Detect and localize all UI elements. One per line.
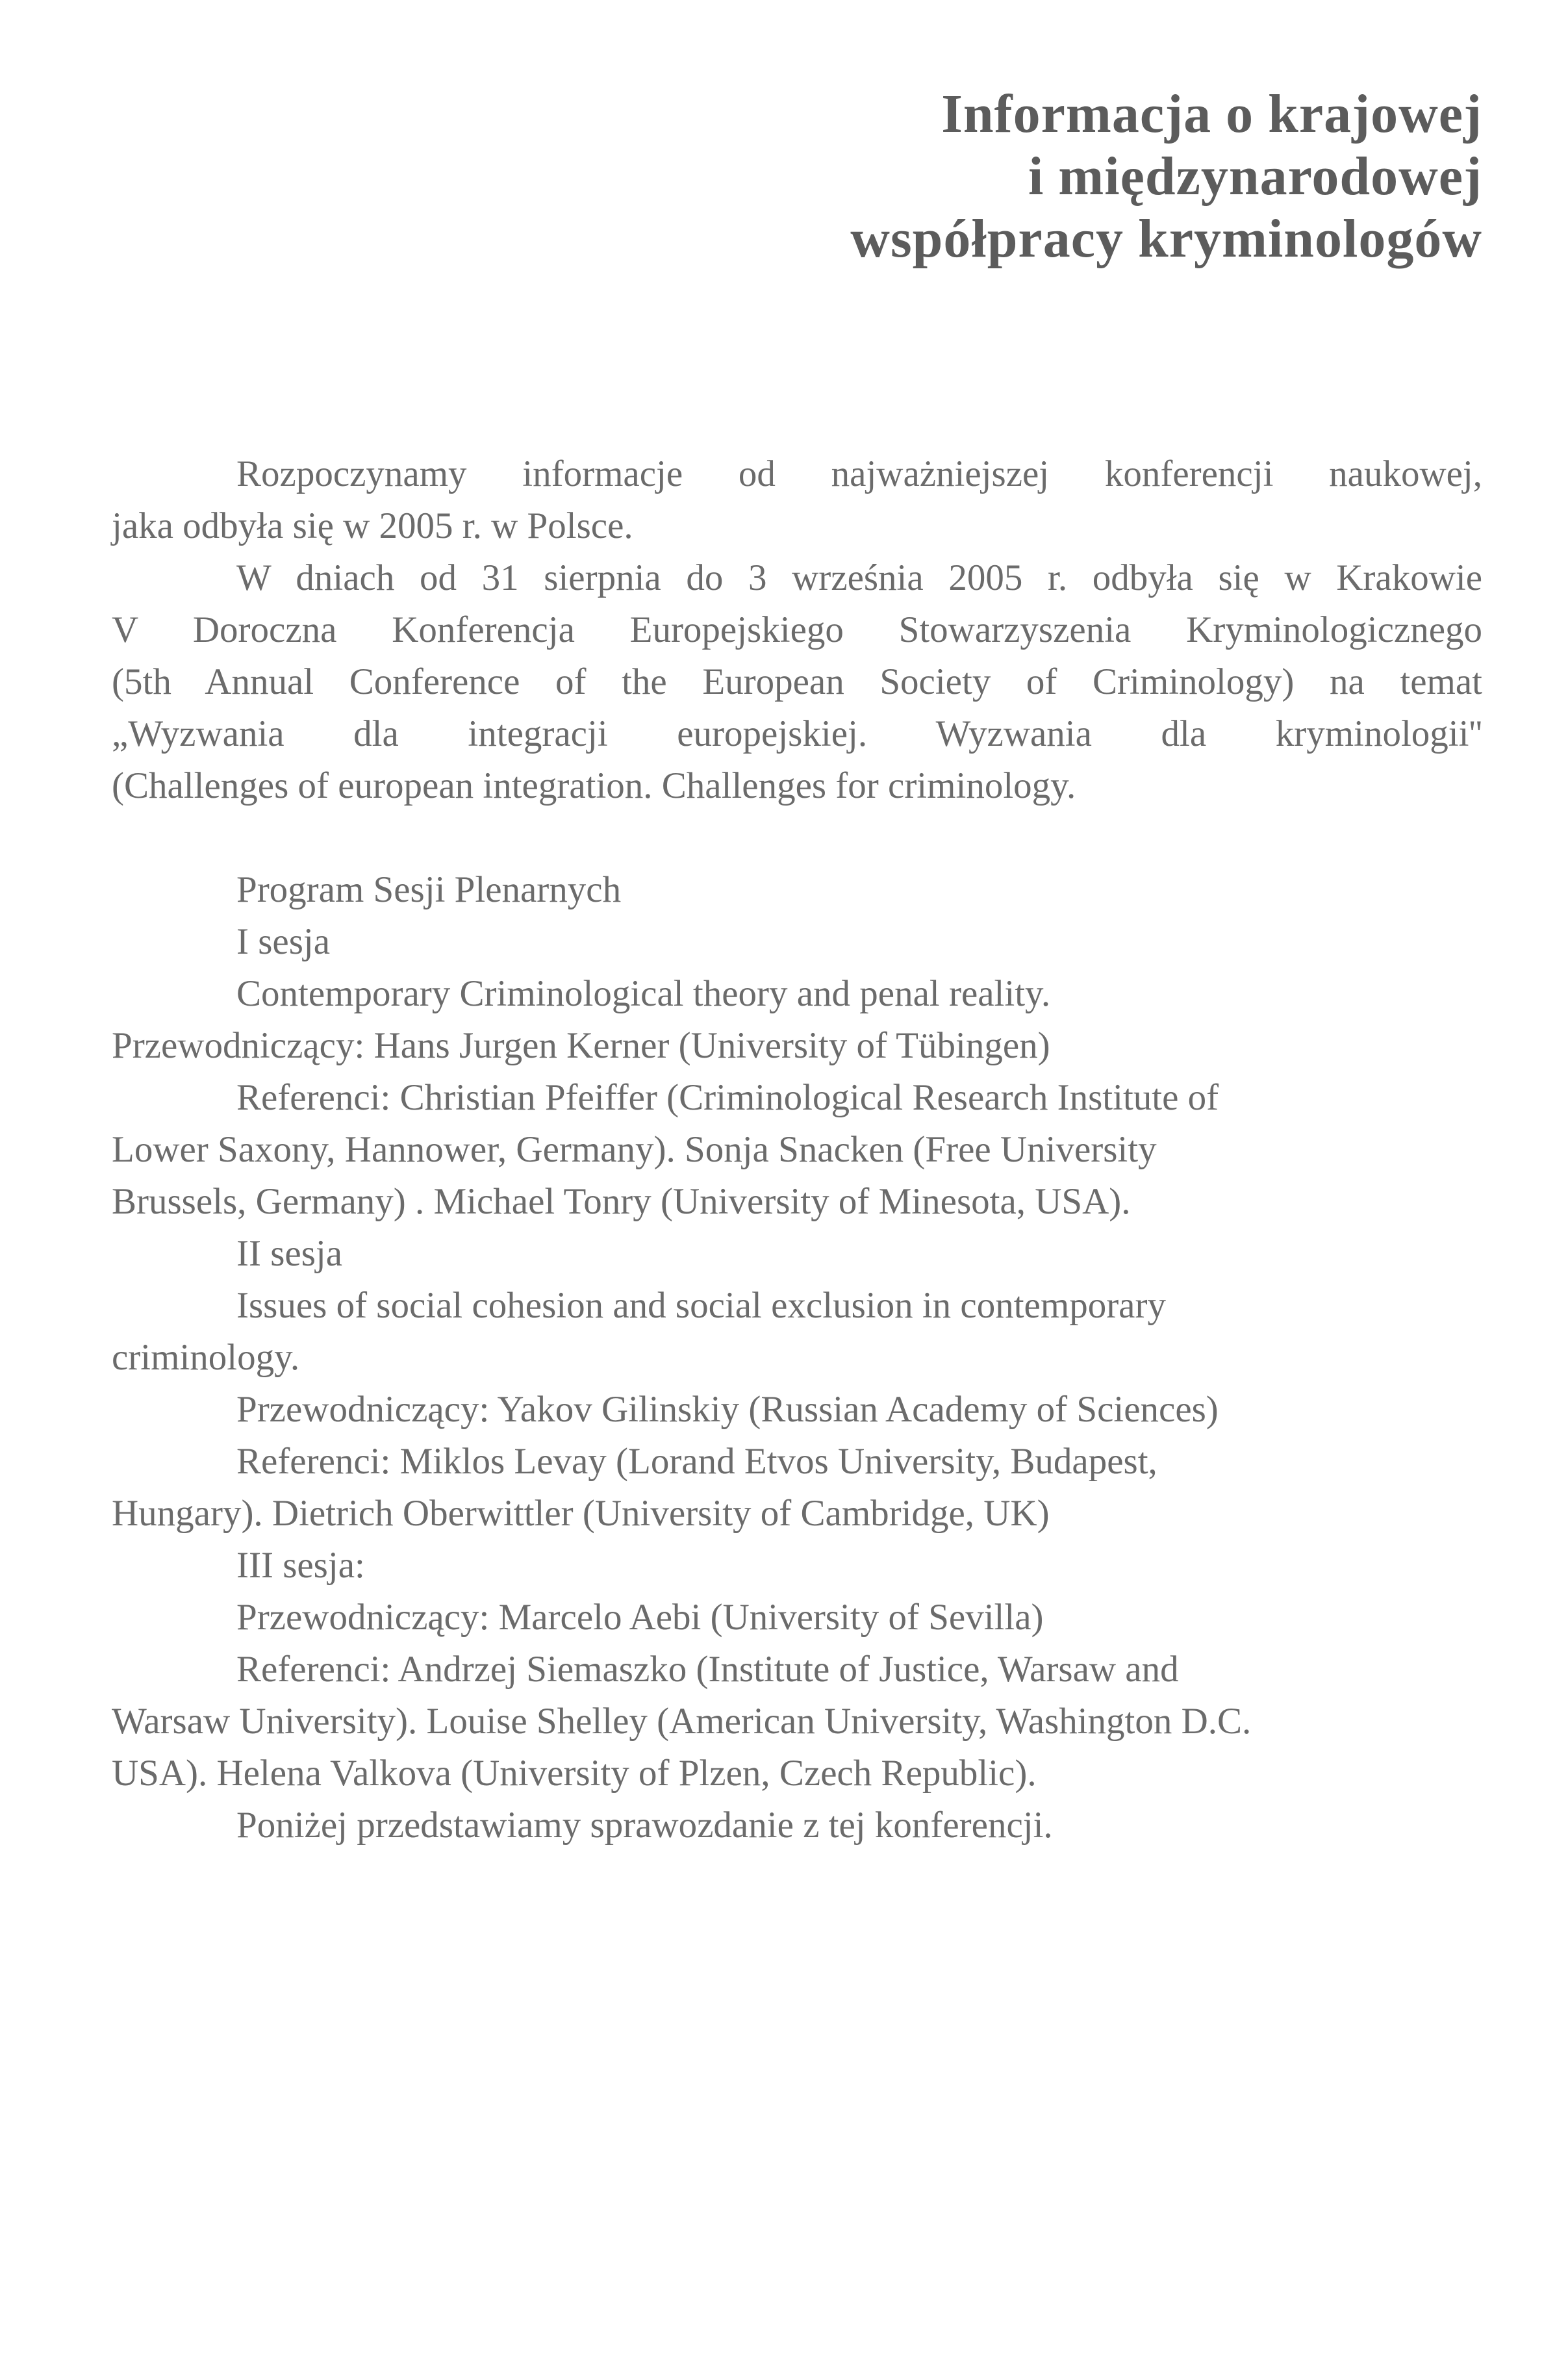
text-line: III sesja: (236, 1545, 365, 1586)
text-line: Contemporary Criminological theory and penal reality. (236, 973, 1051, 1014)
text-line: Lower Saxony, Hannower, Germany). Sonja Snacken (Free University (112, 1129, 1157, 1170)
text-line: USA). Helena Valkova (University of Plzen, Czech Republic). (112, 1753, 1037, 1794)
text-line: Hungary). Dietrich Oberwittler (University of Cambridge, UK) (112, 1493, 1050, 1534)
text-line: Issues of social cohesion and social exclusion in contemporary (236, 1285, 1166, 1326)
text-line: „Wyzwania dla integracji europejskiej. Wyzwania dla kryminologii'' (112, 713, 1482, 754)
text-line: Poniżej przedstawiamy sprawozdanie z tej konferencji. (236, 1805, 1053, 1846)
body-text (112, 448, 1482, 1851)
text-line: Referenci: Miklos Levay (Lorand Etvos University, Budapest, (236, 1441, 1157, 1482)
text-line: Brussels, Germany) . Michael Tonry (University of Minesota, USA). (112, 1181, 1131, 1222)
text-line: II sesja (236, 1233, 343, 1274)
title-line: Informacja o krajowej (941, 84, 1482, 144)
text-line: W dniach od 31 sierpnia do 3 września 2005 r. odbyła się w Krakowie (236, 557, 1482, 598)
page-title (390, 83, 1482, 270)
text-line: jaka odbyła się w 2005 r. w Polsce. (112, 505, 633, 546)
text-line: Referenci: Christian Pfeiffer (Criminological Research Institute of (236, 1077, 1219, 1118)
text-line: (Challenges of european integration. Challenges for criminology. (112, 765, 1076, 806)
text-line: Warsaw University). Louise Shelley (American University, Washington D.C. (112, 1701, 1252, 1742)
text-line: Przewodniczący: Marcelo Aebi (University of Sevilla) (236, 1597, 1044, 1638)
text-line: V Doroczna Konferencja Europejskiego Stowarzyszenia Kryminologicznego (112, 609, 1482, 650)
text-line: Referenci: Andrzej Siemaszko (Institute of Justice, Warsaw and (236, 1649, 1179, 1690)
text-line: Przewodniczący: Hans Jurgen Kerner (University of Tübingen) (112, 1025, 1050, 1066)
title-line: współpracy kryminologów (850, 209, 1482, 269)
text-line: Rozpoczynamy informacje od najważniejszej konferencji naukowej, (236, 453, 1482, 494)
text-line: I sesja (236, 921, 331, 962)
text-line: Program Sesji Plenarnych (236, 869, 622, 910)
text-line: Przewodniczący: Yakov Gilinskiy (Russian Academy of Sciences) (236, 1389, 1219, 1430)
title-line: i międzynarodowej (1028, 146, 1482, 207)
text-line: (5th Annual Conference of the European Society of Criminology) na temat (112, 661, 1482, 702)
text-line: criminology. (112, 1337, 300, 1378)
